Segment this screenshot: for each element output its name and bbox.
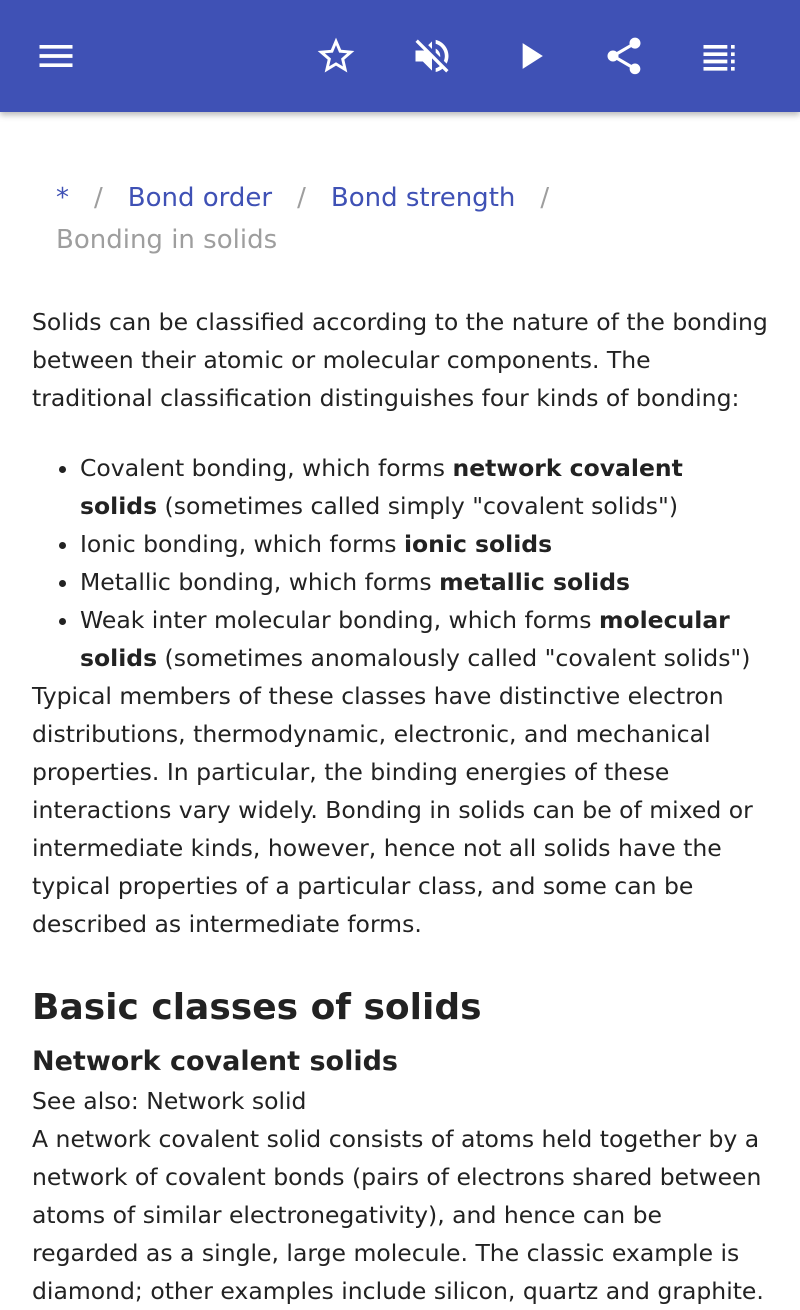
breadcrumb-separator: / bbox=[297, 183, 306, 213]
classes-paragraph: Typical members of these classes have distinctive electron distributions, thermodynamic, electronic, and mechanical properties. In particular, the binding energies of these interactions vary widely. Bonding in solids can be of mixed or intermediate kinds, however, hence not all solids have the typical properties of a particular class, and some can be described as intermediate forms. bbox=[32, 682, 753, 938]
list-item: • Covalent bonding, which forms network covalent solids (sometimes called simply "covalent solids") bbox=[80, 449, 768, 525]
list-item: • Weak inter molecular bonding, which forms molecular solids (sometimes anomalously called "covalent solids") bbox=[80, 601, 768, 677]
breadcrumb-home-link[interactable]: * bbox=[56, 183, 69, 213]
see-also-text: See also: Network solid bbox=[32, 1087, 307, 1115]
breadcrumb-link-bond-strength[interactable]: Bond strength bbox=[330, 183, 516, 213]
subsection-heading: Network covalent solids bbox=[32, 1046, 398, 1077]
article-content bbox=[32, 112, 768, 1310]
bonding-kinds-list bbox=[32, 449, 768, 677]
share-button[interactable] bbox=[596, 28, 652, 84]
menu-button[interactable] bbox=[28, 28, 84, 84]
menu-icon bbox=[34, 34, 78, 78]
share-icon bbox=[602, 34, 646, 78]
favorite-button[interactable] bbox=[308, 28, 364, 84]
breadcrumb-separator: / bbox=[540, 183, 550, 213]
section-heading: Basic classes of solids bbox=[32, 987, 482, 1028]
volume-off-icon bbox=[410, 34, 454, 78]
contents-button[interactable] bbox=[692, 28, 748, 84]
intro-paragraph: Solids can be classified according to the nature of the bonding between their atomic or molecular components. The traditional classification distinguishes four kinds of bonding: bbox=[32, 308, 768, 412]
breadcrumb-current: Bonding in solids bbox=[56, 225, 278, 255]
list-item: • Metallic bonding, which forms metallic solids bbox=[80, 563, 768, 601]
breadcrumb bbox=[32, 177, 768, 261]
breadcrumb-link-bond-order[interactable]: Bond order bbox=[127, 183, 273, 213]
playlist-icon bbox=[698, 34, 742, 78]
play-icon bbox=[508, 34, 552, 78]
network-paragraph: A network covalent solid consists of atoms held together by a network of covalent bonds (pairs of electrons shared between atoms of similar electronegativity), and hence can be regarded as a single, large molecule. The classic example is diamond; other examples include silicon, quartz and graphite. bbox=[32, 1125, 764, 1305]
app-toolbar bbox=[0, 0, 800, 112]
breadcrumb-separator: / bbox=[94, 183, 103, 213]
mute-button[interactable] bbox=[404, 28, 460, 84]
play-button[interactable] bbox=[502, 28, 558, 84]
star-outline-icon bbox=[314, 34, 358, 78]
list-item: • Ionic bonding, which forms ionic solids bbox=[80, 525, 768, 563]
